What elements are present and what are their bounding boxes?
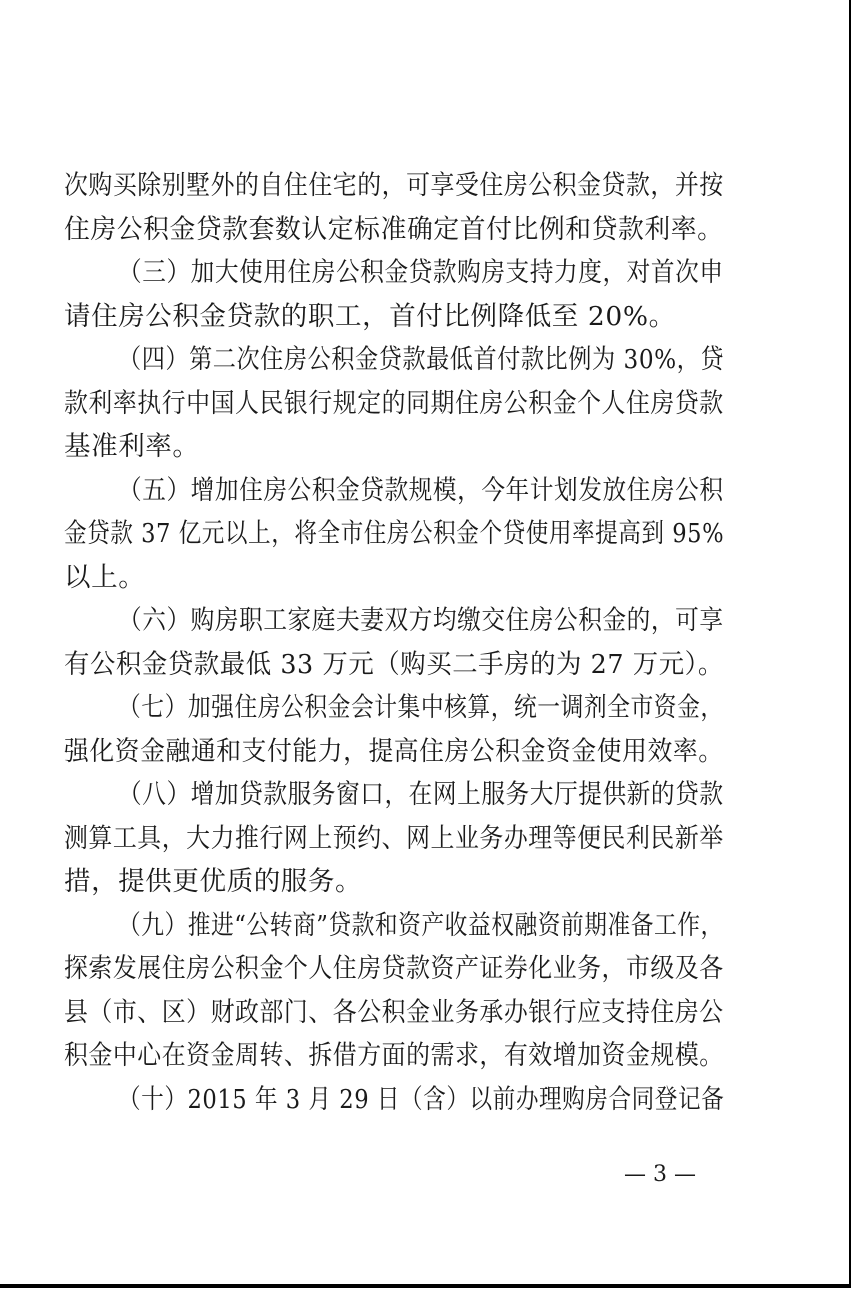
text-line: 请住房公积金贷款的职工，首付比例降低至 20%。 [64,301,676,332]
text-line: 基准利率。 [64,431,200,462]
text-line: （三）加大使用住房公积金贷款购房支持力度，对首次申 [118,257,724,288]
text-line: 强化资金融通和支付能力，提高住房公积金资金使用效率。 [64,736,724,767]
page-number: — 3 — [624,1162,696,1187]
text-line: （五）增加住房公积金贷款规模，今年计划发放住房公积 [118,475,724,506]
text-line: 次购买除别墅外的自住住宅的，可享受住房公积金贷款，并按 [64,170,724,201]
text-line: （六）购房职工家庭夫妻双方均缴交住房公积金的，可享 [118,605,724,636]
text-line: 积金中心在资金周转、拆借方面的需求，有效增加资金规模。 [64,1040,724,1071]
text-line: 措，提供更优质的服务。 [64,866,363,897]
text-line: 有公积金贷款最低 33 万元（购买二手房的为 27 万元）。 [64,649,724,680]
text-line: （八）增加贷款服务窗口，在网上服务大厅提供新的贷款 [118,779,724,810]
text-line: （九）推进“公转商”贷款和资产收益权融资前期准备工作， [118,910,724,941]
text-line: 款利率执行中国人民银行规定的同期住房公积金个人住房贷款 [64,388,724,419]
text-line: （十）2015 年 3 月 29 日（含）以前办理购房合同登记备 [118,1084,725,1115]
text-line: 探索发展住房公积金个人住房贷款资产证券化业务，市级及各 [64,953,724,984]
text-line: （七）加强住房公积金会计集中核算，统一调剂全市资金， [118,692,724,723]
text-line: 县（市、区）财政部门、各公积金业务承办银行应支持住房公 [64,997,724,1028]
text-line: 金贷款 37 亿元以上，将全市住房公积金个贷使用率提高到 95% [64,518,725,549]
text-line: （四）第二次住房公积金贷款最低首付款比例为 30%，贷 [118,344,725,375]
text-line: 住房公积金贷款套数认定标准确定首付比例和贷款利率。 [64,214,724,245]
text-line: 测算工具，大力推行网上预约、网上业务办理等便民利民新举 [64,823,724,854]
text-line: 以上。 [64,562,146,593]
